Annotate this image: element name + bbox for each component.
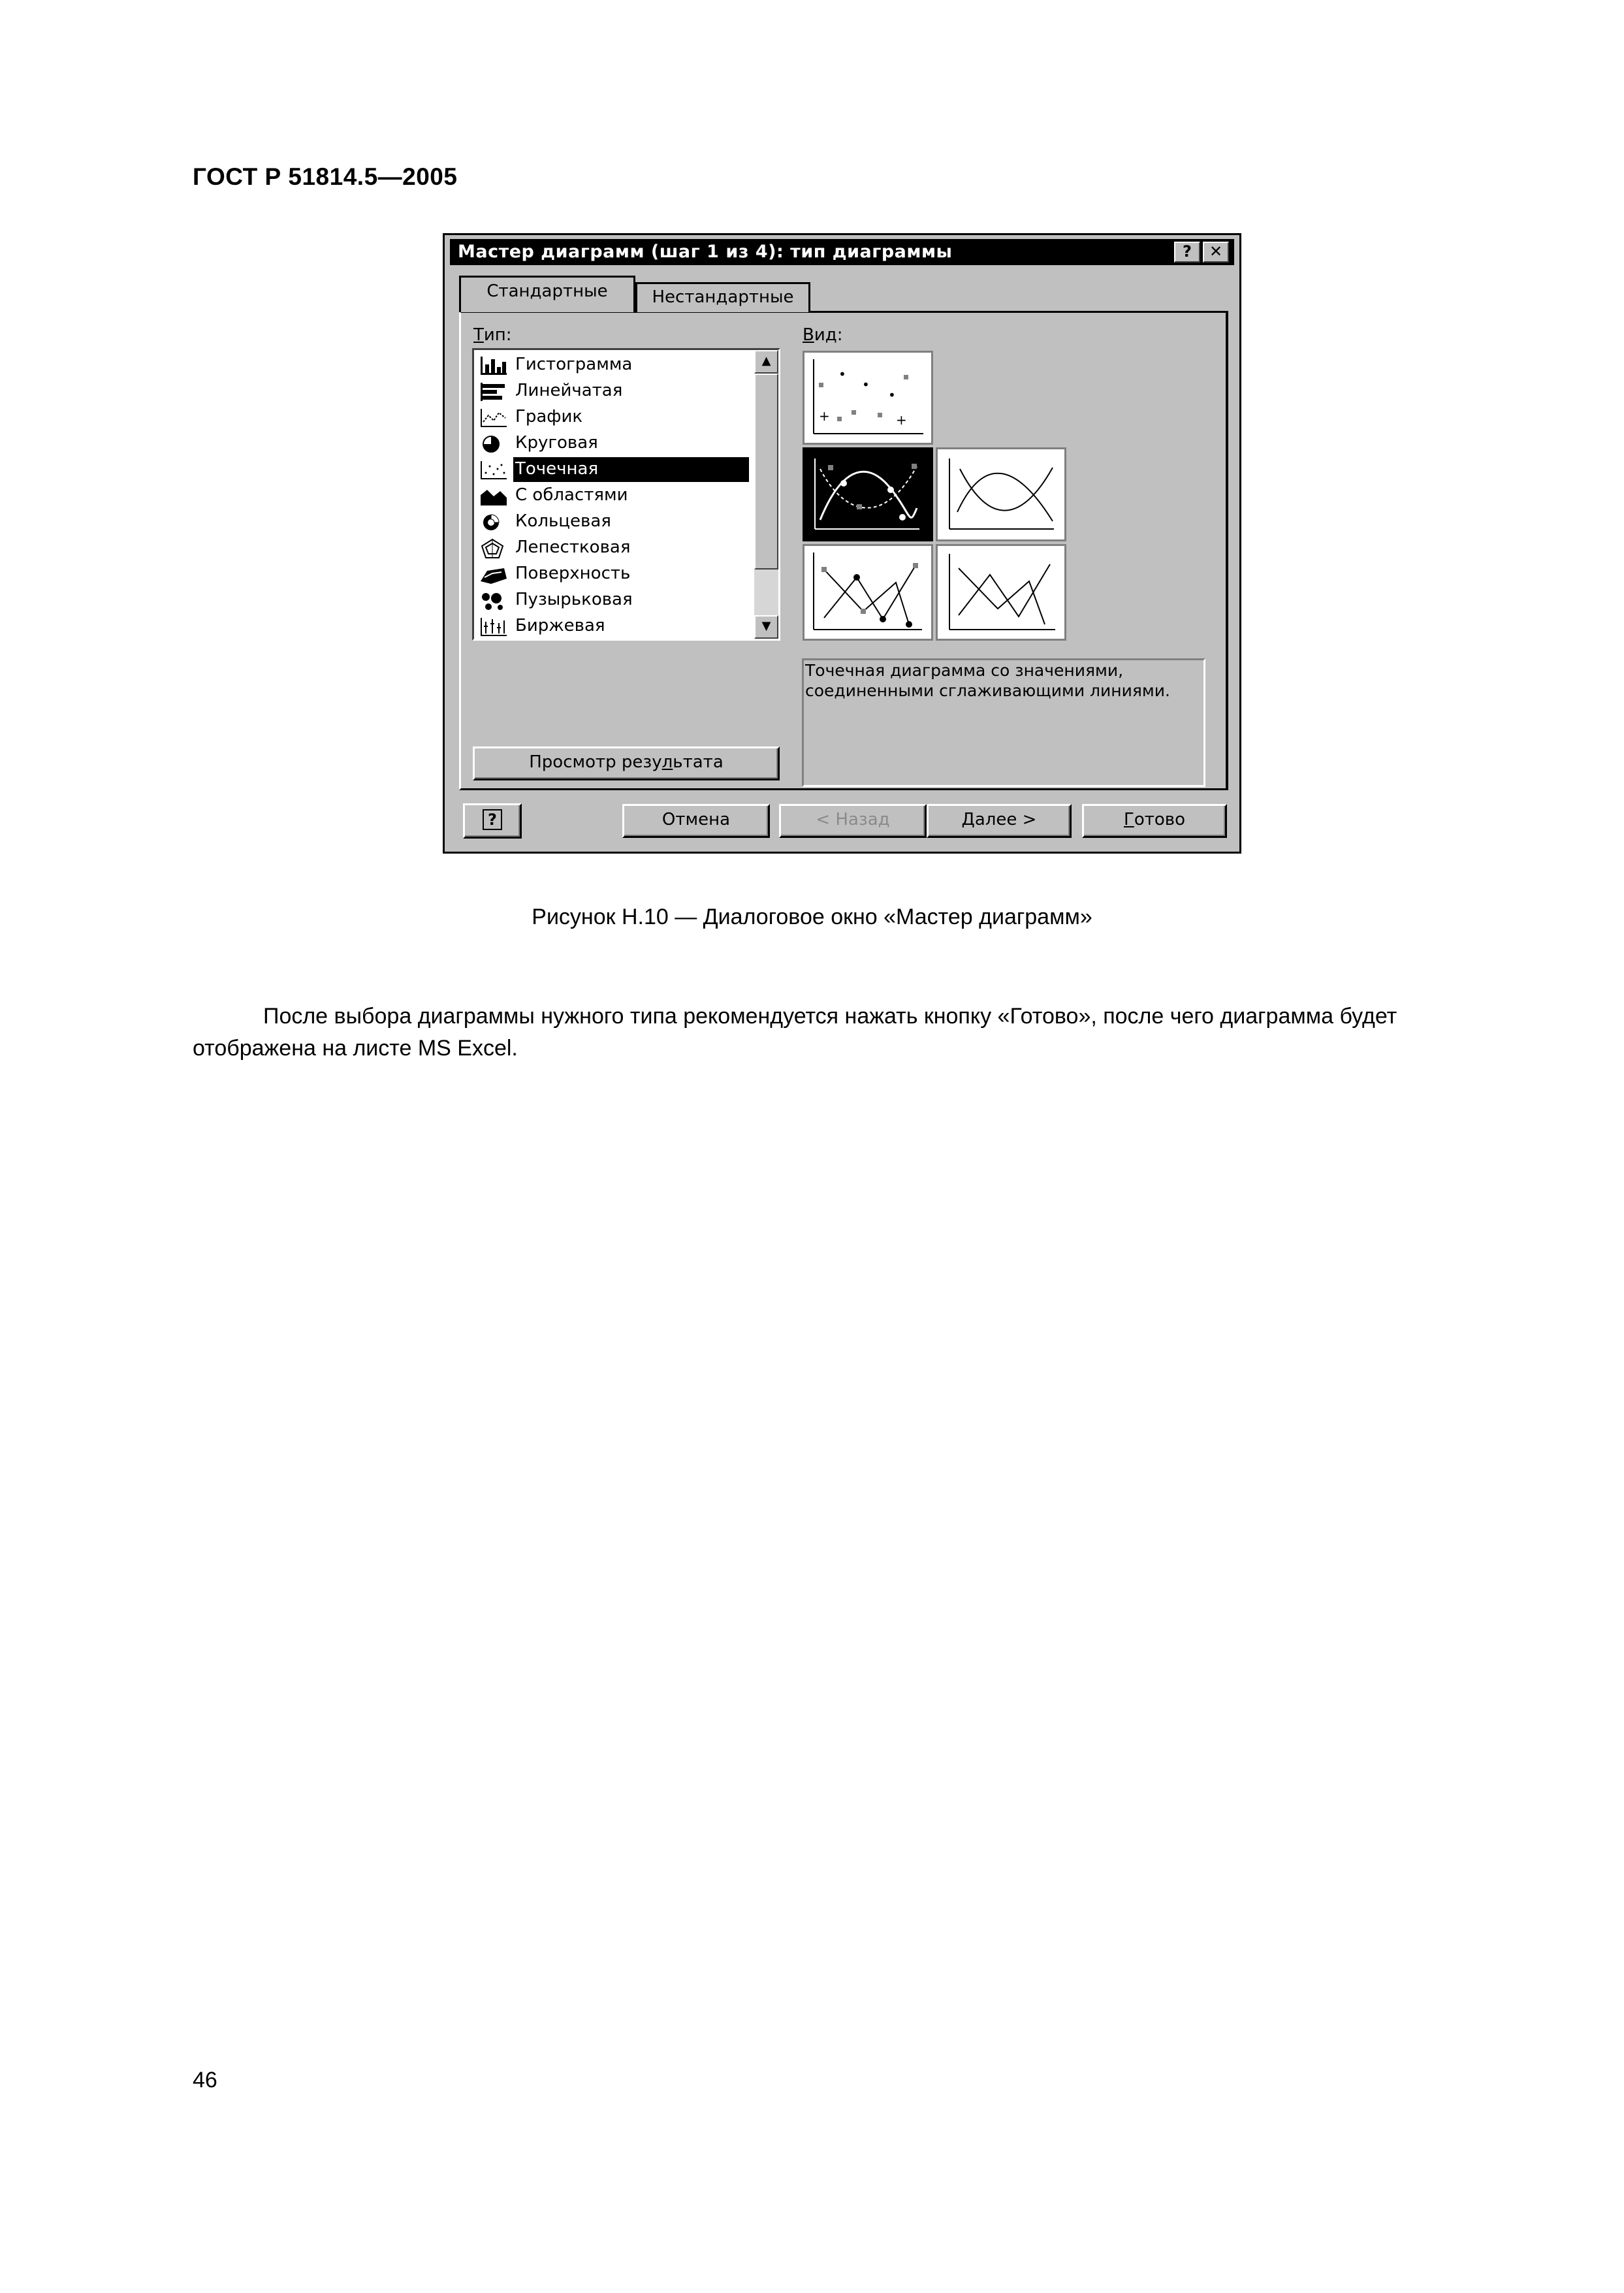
chart-type-label: Гистограмма: [515, 355, 633, 374]
type-label: Тип:: [473, 325, 512, 345]
title-bar[interactable]: [450, 239, 1234, 265]
page-number: 46: [193, 2068, 217, 2093]
cancel-button[interactable]: Отмена: [622, 804, 770, 838]
svg-text:•: •: [888, 387, 896, 403]
pie-chart-icon: [479, 434, 508, 455]
chart-type-label: Пузырьковая: [515, 590, 633, 609]
svg-text:•: •: [862, 377, 870, 393]
area-chart-icon: [479, 486, 508, 507]
svg-text:+: +: [896, 412, 907, 428]
chart-type-list[interactable]: [472, 348, 780, 641]
figure-caption: Рисунок Н.10 — Диалоговое окно «Мастер диаграмм»: [532, 905, 1092, 929]
subtype-smoothed-lines-markers[interactable]: [803, 447, 933, 541]
chart-type-label: Линейчатая: [515, 381, 623, 400]
help-button[interactable]: [463, 803, 522, 839]
chart-type-item[interactable]: [479, 588, 749, 613]
dialog-title: Мастер диаграмм (шаг 1 из 4): тип диаграммы: [458, 242, 953, 262]
chart-type-label: Биржевая: [515, 616, 605, 635]
chart-type-item[interactable]: [479, 457, 749, 482]
title-help-button[interactable]: ?: [1174, 242, 1200, 263]
bar-chart-icon: [479, 381, 508, 402]
finish-button[interactable]: Готово: [1082, 804, 1227, 838]
chart-type-label: Лепестковая: [515, 537, 631, 557]
histogram-icon: [479, 355, 508, 376]
subtype-scatter-markers[interactable]: [803, 351, 933, 445]
bubble-chart-icon: [479, 590, 508, 611]
tab-standard[interactable]: Стандартные: [459, 276, 635, 312]
chart-type-label: Кольцевая: [515, 511, 611, 531]
chart-type-item[interactable]: [479, 536, 749, 560]
chart-type-label: График: [515, 407, 583, 426]
chart-description: Точечная диаграмма со значениями, соединенными сглаживающими линиями.: [802, 658, 1205, 787]
chart-type-label: Точечная: [515, 459, 599, 479]
doughnut-chart-icon: [479, 512, 508, 533]
scroll-down-icon[interactable]: ▼: [754, 615, 778, 639]
surface-chart-icon: [479, 564, 508, 585]
chart-type-item[interactable]: [479, 562, 749, 586]
scatter-chart-icon: [479, 460, 508, 481]
list-scrollbar[interactable]: [754, 350, 778, 639]
line-chart-icon: [479, 408, 508, 428]
chart-type-item[interactable]: [479, 483, 749, 508]
chart-type-label: Круговая: [515, 433, 598, 453]
chart-type-item[interactable]: [479, 614, 749, 639]
subtype-straight-lines-markers[interactable]: [803, 544, 933, 641]
next-button[interactable]: Далее >: [927, 804, 1072, 838]
stock-chart-icon: [479, 617, 508, 637]
help-icon: ?: [483, 809, 502, 830]
chart-type-item[interactable]: [479, 431, 749, 456]
scroll-thumb[interactable]: [754, 374, 778, 569]
chart-wizard-dialog: [443, 233, 1241, 854]
document-header: ГОСТ Р 51814.5—2005: [193, 163, 458, 190]
chart-type-item[interactable]: [479, 509, 749, 534]
svg-text:+: +: [819, 408, 830, 424]
subtype-straight-lines[interactable]: [936, 544, 1066, 641]
close-button[interactable]: ✕: [1203, 242, 1229, 263]
chart-type-item[interactable]: [479, 379, 749, 404]
chart-type-item[interactable]: [479, 353, 749, 377]
scroll-up-icon[interactable]: ▲: [754, 350, 778, 374]
subtype-smoothed-lines[interactable]: [936, 447, 1066, 541]
back-button[interactable]: < Назад: [779, 804, 927, 838]
radar-chart-icon: [479, 538, 508, 559]
tab-nonstandard[interactable]: Нестандартные: [635, 282, 810, 312]
chart-type-label: Поверхность: [515, 564, 631, 583]
chart-type-label: С областями: [515, 485, 628, 505]
view-label: Вид:: [803, 325, 843, 345]
body-paragraph: После выбора диаграммы нужного типа рекомендуется нажать кнопку «Готово», после чего диаграмма будет отображена на листе MS Excel.: [193, 1004, 1397, 1061]
chart-type-item[interactable]: [479, 405, 749, 430]
svg-text:•: •: [838, 366, 846, 382]
preview-result-button[interactable]: Просмотр результата: [473, 746, 780, 780]
